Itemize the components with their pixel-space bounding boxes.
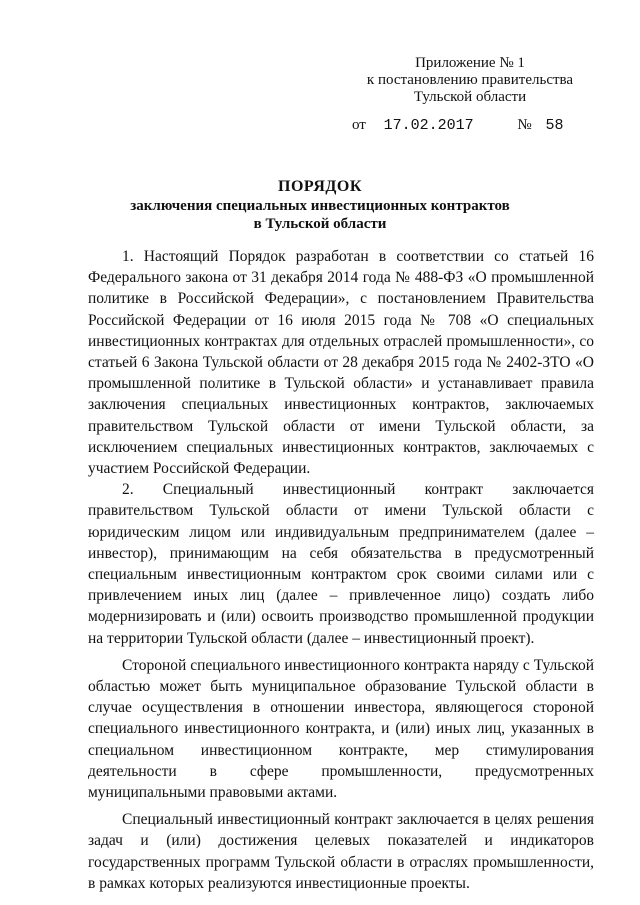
paragraph-4: Специальный инвестиционный контракт заключается в целях решения задач и (или) достижения целевых показателей и индикаторов государственных программ Тульской области в отраслях промышленности, в рамках которых реализуются инвестиционные проекты.	[88, 811, 594, 892]
annex-number: Приложение № 1	[415, 55, 525, 71]
annex-resolution-ref: к постановлению правительства	[366, 72, 574, 88]
annex-region: Тульской области	[413, 89, 527, 105]
paragraph-1: 1. Настоящий Порядок разработан в соответствии со статьей 16 Федерального закона от 31 декабря 2014 года № 488-ФЗ «О промышленной политике в Российской Федерации», с постановлением Правительства Российской Федерации от 16 июля 2015 года № 708 «О специальных инвестиционных контрактах для отдельных отраслей промышленности», со статьей 6 Закона Тульской области от 28 декабря 2015 года № 2402-ЗТО «О промышленной политике в Тульской области» и устанавливает правила заключения специальных инвестиционных контрактов, заключаемых правительством Тульской области от имени Тульской области, за исключением специальных инвестиционных контрактов, заключаемых с участием Российской Федерации.	[88, 248, 594, 478]
document-title-block	[60, 177, 580, 233]
resolution-date: 17.02.2017	[383, 117, 474, 134]
document-subtitle-line-2: в Тульской области	[253, 216, 387, 232]
paragraph-3: Стороной специального инвестиционного контракта наряду с Тульской областью может быть муниципальное образование Тульской области в случае осуществления в отношении инвестора, являющегося стороной специального инвестиционного контракта, и (или) иных лиц, указанных в специальном инвестиционном контракте, мер стимулирования деятельности в сфере промышленности, предусмотренных муниципальными правовыми актами.	[88, 656, 594, 802]
annex-header	[350, 55, 590, 106]
number-label: №	[517, 117, 532, 133]
date-from-label: от	[352, 117, 366, 133]
resolution-date-row	[352, 117, 563, 134]
document-subtitle-line-1: заключения специальных инвестиционных контрактов	[130, 198, 510, 214]
paragraph-2: 2. Специальный инвестиционный контракт заключается правительством Тульской области от имени Тульской области с юридическим лицом или индивидуальным предпринимателем (далее – инвестор), принимающим на себя обязательства в предусмотренный специальным инвестиционным контрактом срок своими силами или с привлечением иных лиц (далее – привлеченное лицо) создать либо модернизировать и (или) освоить производство промышленной продукции на территории Тульской области (далее – инвестиционный проект).	[88, 481, 594, 647]
document-body	[88, 246, 594, 894]
resolution-number: 58	[545, 117, 564, 134]
document-title: ПОРЯДОК	[278, 178, 362, 195]
